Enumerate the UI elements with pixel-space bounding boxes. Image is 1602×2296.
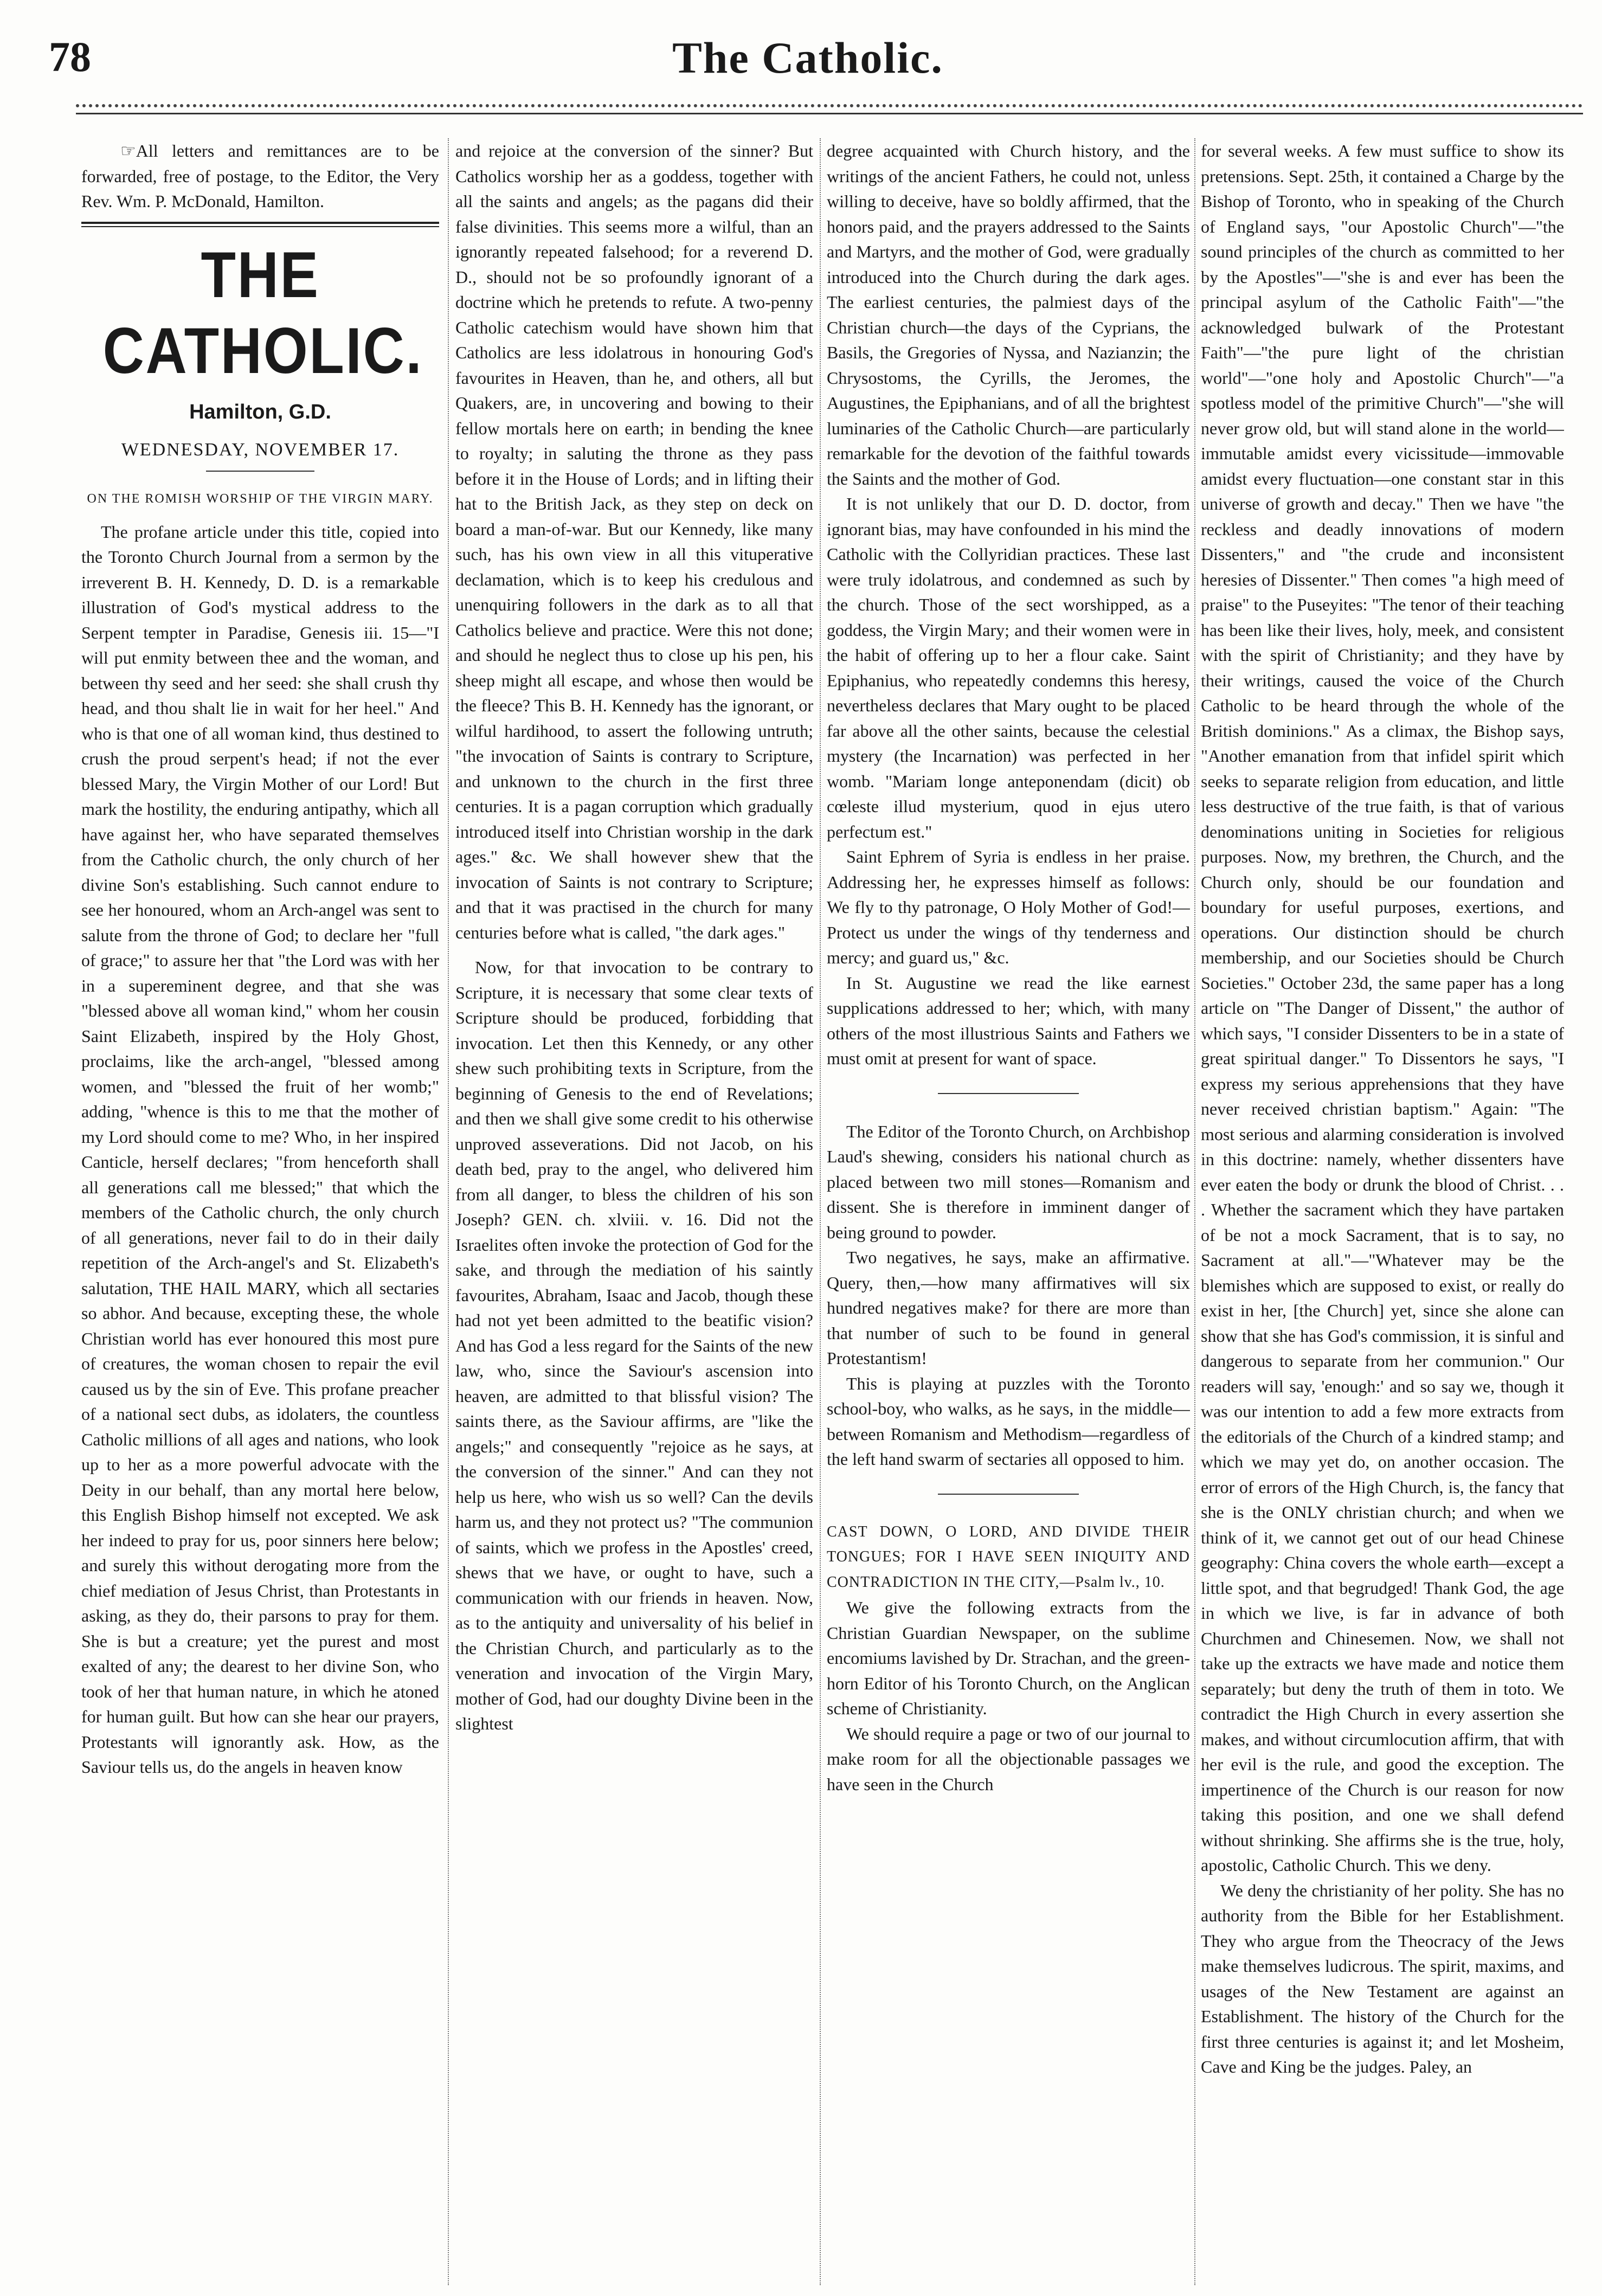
news-paragraph: The Editor of the Toronto Church, on Archbishop Laud's shewing, considers his national church as placed between two mill stones—Romanism and dissent. She is therefore in imminent danger of being ground to powder.	[827, 1121, 1190, 1242]
article-paragraph: It is not unlikely that our D. D. doctor, from ignorant bias, may have confounded in his mind the Catholic with the Collyridian practices. These last were truly idolatrous, and condemned as such by the church. Those of the sect worshipped, as a goddess, the Virgin Mary; and their women were in the habit of offering up to her a flour cake. Saint Epiphanius, who repeatedly condemns this heresy, nevertheless declares that Mary ought to be placed far above all the other saints, because the celestial mystery (the Incarnation) was perfected in her womb. "Mariam longe anteponendam (dicit) ob cœleste illud mysterium, quod in ejus utero perfectum est."	[827, 494, 1190, 841]
column-1	[81, 138, 439, 2285]
dateline-place: Hamilton, G.D.	[189, 400, 331, 423]
column-4	[1201, 138, 1564, 2285]
news-paragraph: Two negatives, he says, make an affirmative. Query, then,—how many affirmatives will six hundred negatives make? for there are more than that number of such to be found in general Protestantism!	[827, 1247, 1190, 1368]
divider	[938, 1494, 1079, 1495]
news-paragraph: We deny the christianity of her polity. She has no authority from the Bible for her Establishment. They who argue from the Theocracy of the Jews make themselves ludicrous. The spirit, maxims, and usages of the New Testament are against an Establishment. The history of the Church for the first three centuries is against it; and let Mosheim, Cave and King be the judges. Paley, an	[1201, 1880, 1564, 2076]
dateline-date: WEDNESDAY, NOVEMBER 17.	[121, 440, 400, 460]
psalm-epigraph: CAST DOWN, O LORD, AND DIVIDE THEIR TONGUES; FOR I HAVE SEEN INIQUITY AND CONTRADICTION IN THE CITY,—Psalm lv., 10.	[827, 1523, 1190, 1591]
header-rule	[76, 113, 1583, 114]
article-paragraph: The profane article under this title, copied into the Toronto Church Journal from a sermon by the irreverent B. H. Kennedy, D. D. is a remarkable illustration of God's mystical address to the Serpent tempter in Paradise, Genesis iii. 15—"I will put enmity between thee and the woman, and between thy seed and her seed: she shall crush thy head, and thou shalt lie in wait for her heel." And who is that one of all woman kind, thus destined to crush the proud serpent's head; if not the ever blessed Mary, the Virgin Mother of our Lord! But mark the hostility, the enduring antipathy, which all have against her, who have separated themselves from the Catholic church, the only church of her divine Son's establishing. Such cannot endure to see her honoured, whom an Arch-angel was sent to salute from the throne of God; to declare her "full of grace;" to assure her that "the Lord was with her in a supereminent degree, and that she was "blessed above all woman kind," whom her cousin Saint Elizabeth, inspired by the Holy Ghost, proclaims, like the arch-angel, "blessed among women, and "blessed the fruit of her womb;" adding, "whence is this to me that the mother of my Lord should come to me? Who, in her inspired Canticle, herself declares; "from henceforth shall all generations call me blessed;" that which the members of the Catholic church, the only church of all generations, never fail to do in their daily repetition of the Arch-angel's and St. Elizabeth's salutation, THE HAIL MARY, which all sectaries so abhor. And because, excepting these, the whole Christian world has ever honoured this most pure of creatures, the woman chosen to repair the evil caused us by the sin of Eve. This profane preacher of a national sect dubs, as idolaters, the countless Catholic millions of all ages and nations, who look up to her as a more powerful advocate with the Deity in our behalf, than any mortal here below, this English Bishop himself not excepted. We ask her indeed to pray for us, poor sinners here below; and surely this without derogating more from the chief mediation of Jesus Christ, than Protestants in asking, as they do, their parsons to pray for them. She is but a creature; yet the purest and most exalted of any; the dearest to her divine Son, who took of her that human nature, in which he atoned for human guilt. But how can she hear our prayers, Protestants will ignorantly ask. How, as the Saviour tells us, do the angels in heaven know	[81, 522, 439, 1777]
paper-title: THE CATHOLIC.	[102, 238, 423, 387]
article-paragraph: degree acquainted with Church history, and the writings of the ancient Fathers, he could not, unless willing to deceive, have so boldly affirmed, that the honors paid, and the prayers addressed to the Saints and Martyrs, and the mother of God, were gradually introduced into the Church during the dark ages. The earliest centuries, the palmiest days of the Christian church—the days of the Cyprians, the Basils, the Gregories of Nyssa, and Nazianzin; the Chrysostoms, the Cyrills, the Jeromes, the Augustines, the Epiphanians, and of all the brightest luminaries of the Catholic Church—are particularly remarkable for the devotion of the faithful towards the Saints and the mother of God.	[827, 141, 1190, 488]
editor-notice	[81, 138, 439, 214]
section-rule	[81, 222, 439, 227]
page-header	[49, 11, 1567, 92]
news-paragraph: This is playing at puzzles with the Toronto school-boy, who walks, as he says, in the middle—between Romanism and Methodism—regardless of the left hand swarm of sectaries all opposed to him.	[827, 1373, 1190, 1469]
article-paragraph: In St. Augustine we read the like earnest supplications addressed to her; which, with many others of the most illustrious Saints and Fathers we must omit at present for want of space.	[827, 973, 1190, 1068]
column-separator	[448, 138, 449, 2285]
column-separator	[820, 138, 821, 2285]
running-title: The Catholic.	[672, 33, 943, 82]
article-paragraph: and rejoice at the conversion of the sinner? But Catholics worship her as a goddess, together with all the saints and angels; as the pagans did their false divinities. This seems more a wilful, than an ignorantly repeated falsehood; for a reverend D. D., should not be so profoundly ignorant of a doctrine which he pretends to refute. A two-penny Catholic catechism would have shown him that Catholics are less idolatrous in honouring God's favourites in Heaven, than he, and others, all but Quakers, are, in uncovering and bowing to their fellow mortals here on earth; in bending the knee to royalty; in saluting the throne as they pass before it in the House of Lords; and in lifting their hat to the British Jack, as they step on deck on board a man-of-war. But our Kennedy, like many such, has his own view in all this vituperative declamation, which is to keep his credulous and unenquiring followers in the dark as to all that Catholics believe and practice. Were this not done; and should he neglect thus to close up his pen, his sheep might all escape, and whose then would be the fleece? This B. H. Kennedy has the ignorant, or wilful hardihood, to assert the following untruth; "the invocation of Saints is contrary to Scripture, and unknown to the church in the first three centuries. It is a pagan corruption which gradually introduced itself into Christian worship in the dark ages." &c. We shall however shew that the invocation of Saints is not contrary to Scripture; and that it was practised in the church for many centuries before what is called, "the dark ages."	[455, 141, 813, 942]
article-paragraph: Saint Ephrem of Syria is endless in her praise. Addressing her, he expresses himself as follows: We fly to thy patronage, O Holy Mother of God!—Protect us under the wings of thy tenderness and mercy; and guard us," &c.	[827, 847, 1190, 967]
column-2	[455, 138, 813, 2285]
article-heading: ON THE ROMISH WORSHIP OF THE VIRGIN MARY.	[87, 491, 434, 506]
pointing-hand-icon: ☞	[120, 141, 136, 160]
divider	[206, 471, 314, 472]
news-paragraph: for several weeks. A few must suffice to show its pretensions. Sept. 25th, it contained a Charge by the Bishop of Toronto, who in speaking of the Church of England says, "our Apostolic Church"—"the sound principles of the church as committed to her by the Apostles"—"she is and ever has been the principal asylum of the Catholic Faith"—"the acknowledged bulwark of the Protestant Faith"—"the pure light of the christian world"—"one holy and Apostolic Church"—"a spotless model of the primitive Church"—"she will never grow old, but will stand alone in the world—immutable amidst every vicissitude—immovable amidst every fluctuation—one constant star in this universe of growth and decay." Then we have "the reckless and deadly innovations of modern Dissenters," and "the crude and inconsistent heresies of Dissenter." Then comes "a high meed of praise" to the Puseyites: "The tenor of their teaching has been like their lives, holy, meek, and consistent with the spirit of Christianity; and they have by their writings, caused the voice of the Church Catholic to be heard through the whole of the British dominions." As a climax, the Bishop says, "Another emanation from that infidel spirit which seeks to separate religion from education, and little less destructive of the true faith, is that of various denominations uniting in Societies for religious purposes. Now, my brethren, the Church, and the Church only, should be our foundation and boundary for useful purposes, exertions, and operations. Our distinction should be church membership, and our Societies should be Church Societies." October 23d, the same paper has a long article on "The Danger of Dissent," the author of which says, "I consider Dissenters to be in a state of great spiritual danger." To Dissentors he says, "I express my serious apprehensions that they have never received christian baptism." Again: "The most serious and alarming consideration is involved in this doctrine: namely, whether dissenters have ever eaten the body or drunk the blood of Christ. . . . Whether the sacrament which they have partaken of be not a mock Sacrament, that is to say, no Sacrament at all."—"Whatever may be the blemishes which are supposed to exist, or really do exist in her, [the Church] yet, since she alone can show that she has God's commission, it is sinful and dangerous to separate from her communion." Our readers will say, 'enough:' and so say we, though it was our intention to add a few more extracts from the editorials of the Church of a kindred stamp; and which we may yet do, on another occasion. The error of errors of the High Church, is, the fancy that she is the ONLY christian church; and when we think of it, we cannot get out of our head Chinese geography: China covers the whole earth—except a little spot, and that begrudged! Thank God, the age in which we live, is far in advance of both Churchmen and Chinesemen. Now, we shall not take up the extracts we have made and notice them separately; but deny the truth of them in toto. We contradict the High Church in every assertion she makes, and without circumlocution affirm, that with her evil is the rule, and good the exception. The impertinence of the Church is our reason for now taking this position, and one we shall defend without shrinking. She affirms she is the true, holy, apostolic, Catholic Church. This we deny.	[1201, 141, 1564, 1875]
column-3	[827, 138, 1190, 2285]
page-number: 78	[49, 33, 91, 80]
divider	[938, 1093, 1079, 1094]
column-separator	[1194, 138, 1195, 2285]
news-paragraph: We give the following extracts from the Christian Guardian Newspaper, on the sublime encomiums lavished by Dr. Strachan, and the green-horn Editor of his Toronto Church, on the Anglican scheme of Christianity.	[827, 1598, 1190, 1718]
news-paragraph: We should require a page or two of our journal to make room for all the objectionable passages we have seen in the Church	[827, 1723, 1190, 1794]
article-paragraph: Now, for that invocation to be contrary to Scripture, it is necessary that some clear texts of Scripture should be produced, forbidding that invocation. Let then this Kennedy, or any other shew such prohibiting texts in Scripture, from the beginning of Genesis to the end of Revelations; and then we shall give some credit to his otherwise unproved asseverations. Did not Jacob, on his death bed, pray to the angel, who delivered him from all danger, to bless the children of his son Joseph? GEN. ch. xlviii. v. 16. Did not the Israelites often invoke the protection of God for the sake, and through the mediation of his saintly favourites, Abraham, Isaac and Jacob, though these had not yet been admitted to the beatific vision? And has God a less regard for the Saints of the new law, who, since the Saviour's ascension into heaven, are admitted to that blissful vision? The saints there, as the Saviour affirms, are "like the angels;" and consequently "rejoice as he says, at the conversion of the sinner." And can they not help us here, who wish us so well? Can the devils harm us, and they not protect us? "The communion of saints, which we profess in the Apostles' creed, shews that we have, or ought to have, such a communication with our friends in heaven. Now, as to the antiquity and universality of his belief in the Christian Church, and particularly as to the veneration and invocation of the Virgin Mary, mother of God, had our doughty Divine been in the slightest	[455, 957, 813, 1733]
header-dotted-rule	[76, 104, 1583, 107]
notice-text: All letters and remittances are to be forwarded, free of postage, to the Editor, the Very Rev. Wm. P. McDonald, Hamilton.	[81, 141, 439, 211]
